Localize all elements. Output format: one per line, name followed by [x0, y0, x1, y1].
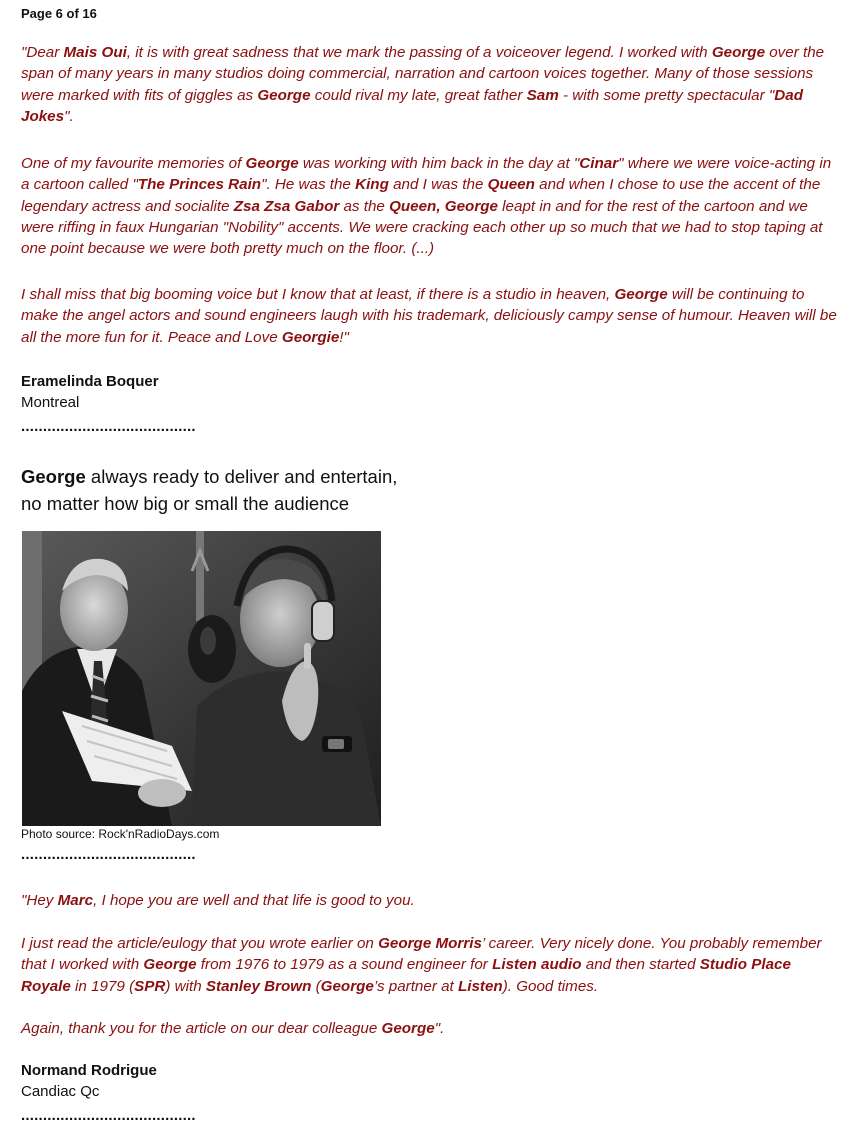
emphasis-text: George: [245, 155, 299, 172]
page-number: Page 6 of 16: [21, 6, 97, 21]
emphasis-text: George: [381, 1020, 435, 1037]
emphasis-text: Queen: [487, 176, 535, 194]
photo-heading-bold: George: [21, 466, 86, 487]
text-run: could rival my late, great father: [310, 86, 527, 104]
emphasis-text: Listen: [457, 977, 503, 995]
text-run: One of my favourite memories of: [21, 155, 246, 172]
text-run: was working with him back in the day at ": [298, 155, 580, 172]
emphasis-text: George: [320, 977, 374, 995]
text-run: ’s partner at: [373, 977, 458, 995]
emphasis-text: SPR: [134, 977, 166, 995]
photo-heading-rest: always ready to deliver and entertain,: [85, 466, 398, 487]
text-run: "Hey: [21, 892, 58, 909]
quote1-author: Eramelinda Boquer: [21, 373, 159, 390]
text-run: over the span of many years in many studios doing commercial, narration and cartoon voices together. Many of those sessions were marked with fits of giggles as: [21, 44, 825, 104]
text-run: in 1979 (: [70, 977, 135, 995]
quote1-paragraph-2: [21, 153, 841, 259]
text-run: "Dear: [21, 44, 64, 61]
text-run: !": [339, 328, 349, 346]
text-run: ) with: [165, 977, 206, 995]
photo-heading-line-2: no matter how big or small the audience: [21, 493, 350, 514]
emphasis-text: Marc: [57, 892, 94, 909]
divider-dots-3: ........................................: [21, 1107, 196, 1124]
photo-credit: Photo source: Rock'nRadioDays.com: [21, 827, 220, 841]
text-run: and then started: [581, 956, 700, 974]
emphasis-text: George: [614, 286, 668, 303]
text-run: leapt in and for the rest of the cartoon and we were riffing in faux Hungarian "Nobility" accents. We were cracking each other up so much that we had to stop taping at one point because we were both pretty much on the floor. (...): [21, 197, 823, 258]
quote1-paragraph-3: [21, 284, 841, 348]
emphasis-text: George: [143, 956, 197, 974]
studio-photo: [22, 531, 381, 826]
text-run: will be continuing to make the angel actors and sound engineers laugh with his trademark, deliciously campy sense of humour. Heaven will be all the more fun for it. Peace and Love: [21, 286, 837, 346]
text-run: from 1976 to 1979 as a sound engineer for: [196, 956, 493, 974]
text-run: and when I chose to use the accent of the legendary actress and socialite: [21, 176, 821, 215]
emphasis-text: King: [355, 176, 389, 194]
text-run: ".: [64, 107, 74, 125]
emphasis-text: Georgie: [281, 328, 340, 346]
emphasis-text: Sam: [526, 86, 559, 104]
quote1-place: Montreal: [21, 394, 80, 411]
emphasis-text: George: [257, 86, 311, 104]
emphasis-text: Zsa Zsa Gabor: [233, 197, 340, 215]
text-run: as the: [339, 197, 390, 215]
quote2-author: Normand Rodrigue: [21, 1062, 157, 1079]
quote2-place: Candiac Qc: [21, 1083, 100, 1100]
text-run: " where we were voice-acting in a cartoon called ": [21, 155, 832, 194]
emphasis-text: Studio Place Royale: [21, 956, 791, 995]
text-run: I just read the article/eulogy that you wrote earlier on: [21, 935, 379, 952]
text-run: ’ career. Very nicely done. You probably remember that I worked with: [21, 935, 822, 974]
emphasis-text: Stanley Brown: [205, 977, 312, 995]
quote1-paragraph-1: [21, 42, 841, 127]
emphasis-text: Listen audio: [492, 956, 582, 974]
text-run: ). Good times.: [502, 977, 599, 995]
quote2-paragraph-3: [21, 1018, 841, 1039]
emphasis-text: George Morris: [378, 935, 482, 952]
divider-dots-2: ........................................: [21, 846, 196, 863]
text-run: I shall miss that big booming voice but I know that at least, if there is a studio in heaven,: [21, 286, 615, 303]
emphasis-text: Dad Jokes: [21, 86, 803, 125]
emphasis-text: Mais Oui: [63, 44, 127, 61]
emphasis-text: The Princes Rain: [137, 176, 262, 194]
text-run: ". He was the: [261, 176, 356, 194]
emphasis-text: Queen, George: [389, 197, 498, 215]
text-run: and I was the: [388, 176, 488, 194]
quote2-paragraph-2: [21, 933, 841, 997]
text-run: , I hope you are well and that life is good to you.: [93, 892, 415, 909]
emphasis-text: George: [711, 44, 766, 61]
text-run: Again, thank you for the article on our dear colleague: [21, 1020, 382, 1037]
text-run: - with some pretty spectacular ": [558, 86, 775, 104]
text-run: (: [311, 977, 321, 995]
text-run: ".: [434, 1020, 445, 1037]
text-run: , it is with great sadness that we mark the passing of a voiceover legend. I worked with: [126, 44, 712, 61]
emphasis-text: Cinar: [579, 155, 619, 172]
photo-heading-line-1: [21, 463, 841, 490]
quote2-paragraph-1: [21, 890, 841, 911]
divider-dots-1: ........................................: [21, 418, 196, 435]
